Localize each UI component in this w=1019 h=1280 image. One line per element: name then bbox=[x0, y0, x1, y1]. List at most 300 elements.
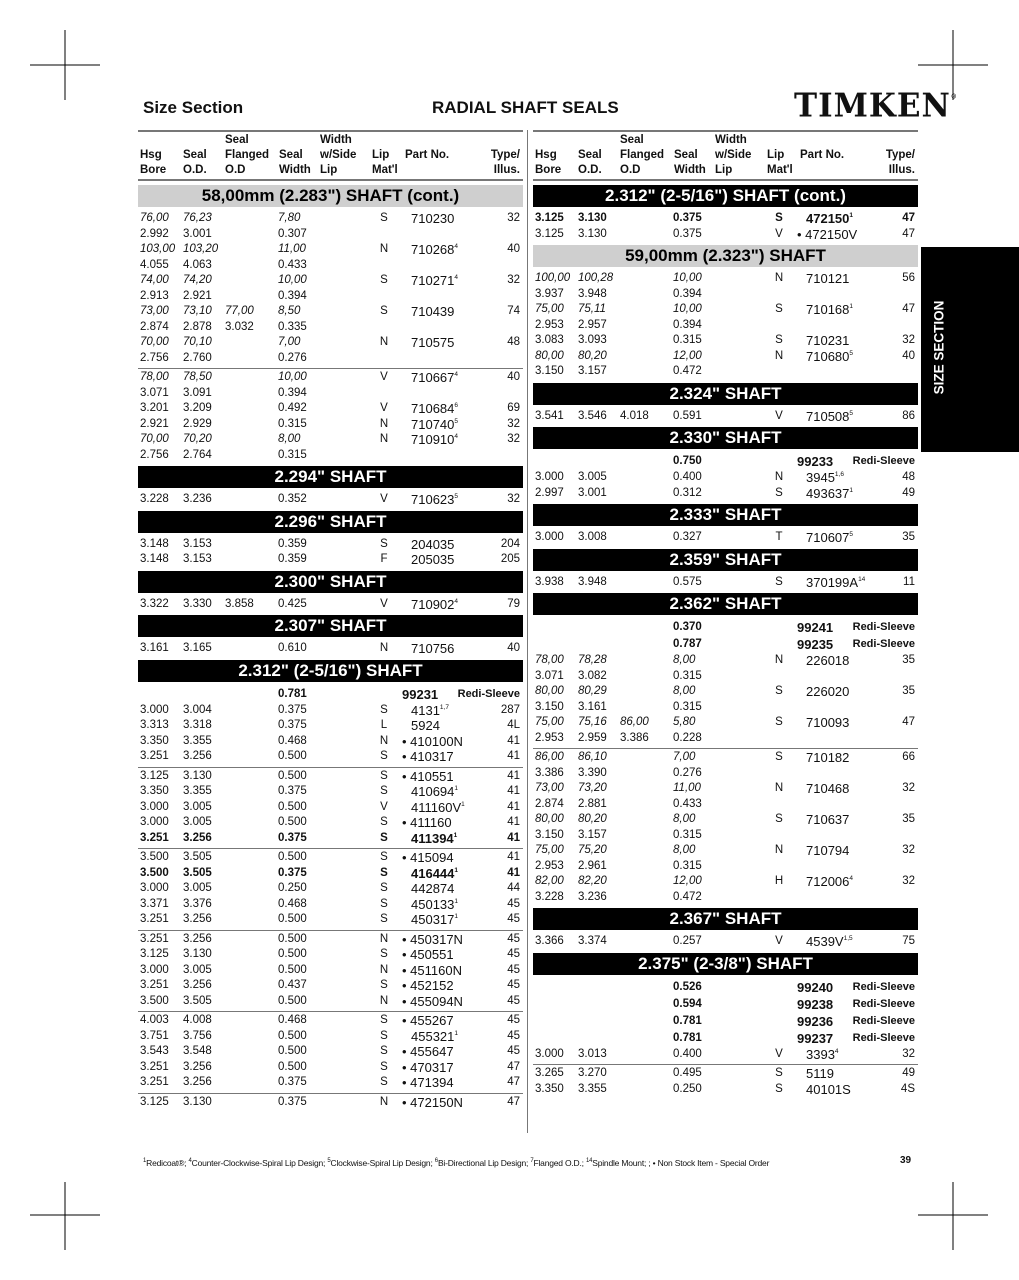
table-row bbox=[138, 963, 523, 979]
seal-width: 0.500 bbox=[278, 816, 307, 828]
footnote-text: Bi-Directional Lip Design; bbox=[437, 1157, 531, 1168]
hsg-bore: 3.228 bbox=[535, 890, 564, 903]
seal-width: 8,50 bbox=[278, 305, 301, 317]
lip-material: N bbox=[379, 336, 389, 348]
lip-material: S bbox=[775, 751, 783, 763]
shaft-size-header: 2.330" SHAFT bbox=[533, 427, 918, 449]
type-illus: 32 bbox=[902, 1047, 915, 1060]
type-illus: 48 bbox=[902, 471, 915, 483]
part-number-text: 493637 bbox=[806, 485, 850, 501]
table-row bbox=[533, 731, 918, 747]
column-header-type: Type/ Illus. bbox=[490, 149, 520, 176]
shaft-size-header: 2.312" (2-5/16") SHAFT (cont.) bbox=[533, 185, 918, 207]
seal-table bbox=[533, 185, 918, 1097]
type-illus: 79 bbox=[507, 597, 520, 610]
seal-width: 0.359 bbox=[278, 553, 307, 565]
column-header-od: Seal O.D. bbox=[183, 149, 207, 176]
type-illus: 4L bbox=[507, 719, 520, 731]
shaft-size-header: 2.375" (2-3/8") SHAFT bbox=[533, 953, 918, 975]
seal-od: 3.130 bbox=[578, 212, 607, 224]
seal-od: 3.256 bbox=[183, 1076, 212, 1088]
part-number bbox=[402, 1044, 454, 1060]
seal-width: 8,00 bbox=[278, 433, 301, 445]
table-row bbox=[533, 766, 918, 782]
seal-od: 3.153 bbox=[183, 553, 212, 565]
hsg-bore: 78,00 bbox=[140, 371, 169, 383]
table-row bbox=[138, 947, 523, 963]
seal-width: 0.375 bbox=[278, 785, 307, 797]
part-number bbox=[402, 401, 458, 417]
seal-od: 3.157 bbox=[578, 828, 607, 841]
part-number bbox=[797, 750, 849, 766]
seal-od: 3.256 bbox=[183, 831, 212, 844]
part-number-text: 205035 bbox=[411, 552, 455, 567]
part-number bbox=[797, 530, 853, 546]
part-number-text: 710468 bbox=[806, 781, 850, 796]
lip-material: T bbox=[775, 531, 783, 543]
part-number bbox=[797, 1013, 833, 1030]
seal-width: 0.400 bbox=[673, 1047, 702, 1060]
seal-od: 2.878 bbox=[183, 320, 212, 333]
footnote-text: Redicoat®; bbox=[146, 1157, 189, 1168]
table-row bbox=[138, 537, 523, 553]
seal-width: 0.468 bbox=[278, 1014, 307, 1026]
footnote-ref: 1 bbox=[849, 212, 854, 219]
table-row bbox=[138, 304, 523, 320]
part-number-text: 710439 bbox=[411, 304, 455, 319]
footnote-ref: 1 bbox=[454, 1029, 459, 1037]
table-row bbox=[533, 890, 918, 906]
table-row bbox=[138, 1093, 523, 1111]
seal-od: 3.005 bbox=[183, 963, 212, 976]
part-number-text: 472150 bbox=[806, 211, 850, 226]
part-number bbox=[402, 850, 454, 866]
part-number bbox=[402, 1075, 454, 1091]
part-number bbox=[402, 932, 463, 948]
column-divider bbox=[527, 130, 528, 1133]
footnote-number: 1 bbox=[143, 1158, 147, 1164]
type-illus: 45 bbox=[507, 913, 520, 925]
footnote-ref: 5 bbox=[849, 349, 854, 357]
lip-material: S bbox=[380, 785, 388, 797]
lip-material: N bbox=[379, 734, 389, 747]
type-illus: 41 bbox=[507, 800, 520, 813]
column-header-part: Part No. bbox=[405, 149, 450, 161]
part-number-text: 710093 bbox=[806, 715, 850, 730]
hsg-bore: 80,00 bbox=[535, 349, 564, 362]
seal-od: 3.005 bbox=[183, 816, 212, 828]
column-headers bbox=[533, 130, 918, 181]
hsg-bore: 80,00 bbox=[535, 685, 564, 697]
part-number bbox=[797, 453, 833, 470]
table-row bbox=[138, 289, 523, 305]
table-row bbox=[138, 1060, 523, 1076]
seal-width: 0.468 bbox=[278, 734, 307, 747]
seal-width: 0.781 bbox=[278, 687, 307, 700]
seal-od: 3.330 bbox=[183, 597, 212, 610]
column-header-flanged: Seal Flanged O.D bbox=[620, 134, 665, 176]
shaft-size-header: 2.294" SHAFT bbox=[138, 466, 523, 488]
part-number-text: 455321 bbox=[411, 1028, 455, 1044]
table-row bbox=[533, 287, 918, 303]
hsg-bore: 3.125 bbox=[140, 1095, 169, 1108]
part-number bbox=[402, 552, 454, 568]
seal-width: 0.375 bbox=[278, 719, 307, 731]
type-illus: 32 bbox=[507, 274, 520, 286]
hsg-bore: 3.071 bbox=[535, 669, 564, 682]
part-number bbox=[402, 703, 449, 719]
seal-width: 0.375 bbox=[673, 212, 702, 224]
seal-od: 3.948 bbox=[578, 287, 607, 300]
seal-od: 70,10 bbox=[183, 336, 212, 348]
footnote-ref: 1 bbox=[849, 303, 854, 310]
hsg-bore: 3.000 bbox=[535, 531, 564, 543]
type-illus: 47 bbox=[902, 227, 915, 240]
part-number-text: 710680 bbox=[806, 348, 850, 364]
seal-od: 3.505 bbox=[183, 994, 212, 1007]
hsg-bore: 3.000 bbox=[140, 816, 169, 828]
footnote-number: 7 bbox=[530, 1158, 534, 1164]
hsg-bore: 3.251 bbox=[140, 1076, 169, 1088]
type-illus: 41 bbox=[507, 734, 520, 747]
seal-width: 0.433 bbox=[278, 258, 307, 271]
type-illus: 41 bbox=[507, 851, 520, 863]
table-row bbox=[533, 409, 918, 425]
seal-width: 0.375 bbox=[278, 831, 307, 844]
seal-width: 0.500 bbox=[278, 1045, 307, 1057]
type-illus: 49 bbox=[902, 486, 915, 499]
hsg-bore: 103,00 bbox=[140, 243, 176, 255]
table-row bbox=[533, 781, 918, 797]
seal-od: 3.001 bbox=[578, 486, 607, 499]
type-illus: 75 bbox=[902, 935, 915, 947]
table-row bbox=[533, 211, 918, 227]
part-number bbox=[797, 575, 865, 591]
part-number bbox=[797, 715, 849, 731]
hsg-bore: 3.251 bbox=[140, 913, 169, 925]
part-number-text: 226020 bbox=[806, 684, 850, 699]
footnote-ref: 4 bbox=[834, 1047, 839, 1055]
seal-od: 3.004 bbox=[183, 703, 212, 716]
seal-od: 3.374 bbox=[578, 935, 607, 947]
lip-material: S bbox=[775, 813, 783, 825]
table-row bbox=[533, 996, 918, 1013]
type-illus: 45 bbox=[507, 897, 520, 910]
table-row bbox=[138, 401, 523, 417]
type-illus: 32 bbox=[902, 844, 915, 856]
seal-width: 8,00 bbox=[673, 813, 696, 825]
part-number-text: • 472150V bbox=[797, 226, 858, 242]
type-illus: 41 bbox=[507, 769, 520, 782]
seal-od: 3.256 bbox=[183, 913, 212, 925]
shaft-size-header: 2.300" SHAFT bbox=[138, 571, 523, 593]
seal-width: 0.375 bbox=[278, 866, 307, 879]
hsg-bore: 3.125 bbox=[140, 769, 169, 782]
hsg-bore: 86,00 bbox=[535, 751, 564, 763]
seal-width: 0.315 bbox=[673, 859, 702, 872]
part-number bbox=[402, 947, 454, 963]
flanged-od: 77,00 bbox=[225, 305, 254, 317]
hsg-bore: 75,00 bbox=[535, 844, 564, 856]
seal-od: 80,29 bbox=[578, 685, 607, 697]
table-row bbox=[138, 912, 523, 928]
part-number-text: 710182 bbox=[806, 750, 850, 765]
hsg-bore: 73,00 bbox=[140, 305, 169, 317]
lip-material: N bbox=[774, 349, 784, 362]
footnote-ref: 1 bbox=[454, 866, 459, 874]
part-number-text: • 415094 bbox=[402, 850, 454, 865]
seal-od: 82,20 bbox=[578, 875, 607, 887]
hsg-bore: 3.201 bbox=[140, 402, 169, 414]
hsg-bore: 3.150 bbox=[535, 828, 564, 841]
seal-width: 0.228 bbox=[673, 731, 702, 744]
seal-od: 2.881 bbox=[578, 797, 607, 810]
part-number-text: 99238 bbox=[797, 996, 834, 1012]
hsg-bore: 2.913 bbox=[140, 289, 169, 302]
lip-material: N bbox=[774, 844, 784, 856]
type-illus: 4S bbox=[900, 1082, 915, 1095]
hsg-bore: 3.541 bbox=[535, 409, 564, 422]
seal-width: 0.500 bbox=[278, 963, 307, 976]
table-row bbox=[533, 669, 918, 685]
lip-material: S bbox=[775, 486, 783, 499]
lip-material: V bbox=[775, 409, 783, 422]
seal-width: 7,80 bbox=[278, 212, 301, 224]
table-row bbox=[138, 800, 523, 816]
table-row bbox=[533, 302, 918, 318]
type-illus: 41 bbox=[507, 750, 520, 762]
seal-width: 0.375 bbox=[278, 1095, 307, 1108]
seal-width: 0.315 bbox=[278, 417, 307, 430]
table-row bbox=[138, 881, 523, 897]
table-row bbox=[533, 453, 918, 470]
part-number bbox=[797, 486, 853, 502]
type-illus: 32 bbox=[902, 782, 915, 794]
part-number-text: • 411160 bbox=[402, 815, 452, 830]
lip-material: N bbox=[379, 433, 389, 445]
seal-width: 0.750 bbox=[673, 455, 702, 467]
part-number-text: 4131 bbox=[411, 702, 440, 718]
seal-od: 4.063 bbox=[183, 258, 212, 271]
seal-width: 0.500 bbox=[278, 750, 307, 762]
hsg-bore: 3.937 bbox=[535, 287, 564, 300]
hsg-bore: 82,00 bbox=[535, 875, 564, 887]
table-row bbox=[138, 1075, 523, 1091]
hsg-bore: 2.874 bbox=[140, 320, 169, 333]
seal-width: 0.335 bbox=[278, 320, 307, 333]
type-illus: 204 bbox=[500, 537, 520, 550]
type-illus: 45 bbox=[507, 1029, 520, 1042]
seal-od: 3.157 bbox=[578, 365, 607, 377]
type-illus: 205 bbox=[500, 553, 520, 565]
type-illus: Redi-Sleeve bbox=[852, 1014, 915, 1027]
lip-material: S bbox=[380, 703, 388, 716]
lip-material: S bbox=[380, 537, 388, 550]
table-row bbox=[138, 351, 523, 367]
hsg-bore: 3.228 bbox=[140, 493, 169, 505]
table-row bbox=[138, 930, 523, 948]
type-illus: 48 bbox=[507, 336, 520, 348]
seal-od: 3.256 bbox=[183, 932, 212, 945]
part-number bbox=[402, 784, 458, 800]
seal-od: 75,20 bbox=[578, 844, 607, 856]
seal-width: 0.495 bbox=[673, 1067, 702, 1079]
type-illus: 45 bbox=[507, 1045, 520, 1057]
type-illus: 287 bbox=[500, 703, 520, 716]
hsg-bore: 76,00 bbox=[140, 212, 169, 224]
type-illus: 47 bbox=[902, 212, 915, 224]
table-row bbox=[533, 1047, 918, 1063]
seal-od: 3.505 bbox=[183, 851, 212, 863]
part-number bbox=[402, 734, 463, 750]
hsg-bore: 3.150 bbox=[535, 700, 564, 713]
hsg-bore: 70,00 bbox=[140, 336, 169, 348]
type-illus: 41 bbox=[507, 866, 520, 879]
part-number-text: 710756 bbox=[411, 641, 455, 656]
table-row bbox=[533, 843, 918, 859]
part-number-text: 99233 bbox=[797, 454, 834, 469]
part-number-text: 99240 bbox=[797, 979, 834, 995]
flanged-od: 3.386 bbox=[620, 731, 649, 744]
type-illus: 32 bbox=[507, 433, 520, 445]
lip-material: N bbox=[774, 471, 784, 483]
part-number-text: • 410100N bbox=[402, 733, 463, 749]
hsg-bore: 3.125 bbox=[140, 948, 169, 960]
lip-material: N bbox=[379, 994, 389, 1007]
lip-material: V bbox=[380, 597, 388, 610]
part-number-text: 710575 bbox=[411, 335, 455, 350]
part-number-text: 370199A bbox=[806, 574, 859, 590]
part-number bbox=[797, 1030, 833, 1047]
part-number bbox=[402, 718, 440, 734]
part-number-text: 450317 bbox=[411, 912, 455, 927]
seal-width: 0.312 bbox=[673, 486, 702, 499]
lip-material: V bbox=[380, 800, 388, 813]
type-illus: 66 bbox=[902, 751, 915, 763]
shaft-size-header: 2.333" SHAFT bbox=[533, 504, 918, 526]
lip-material: N bbox=[379, 1095, 389, 1108]
type-illus: 44 bbox=[507, 882, 520, 894]
hsg-bore: 3.148 bbox=[140, 537, 169, 550]
seal-od: 78,28 bbox=[578, 654, 607, 666]
part-number bbox=[797, 812, 849, 828]
type-illus: Redi-Sleeve bbox=[852, 1031, 915, 1044]
footnote-ref: 1 bbox=[453, 831, 458, 839]
part-number-text: 5924 bbox=[411, 718, 440, 733]
seal-od: 3.256 bbox=[183, 979, 212, 991]
footnote-ref: 5 bbox=[454, 417, 459, 425]
seal-width: 8,00 bbox=[673, 654, 696, 666]
part-number-text: • 450317N bbox=[402, 931, 463, 947]
flanged-od: 3.858 bbox=[225, 597, 254, 610]
part-number bbox=[797, 934, 853, 950]
part-number bbox=[402, 912, 458, 928]
footnote-number: 4 bbox=[188, 1158, 192, 1164]
type-illus: 49 bbox=[902, 1067, 915, 1079]
table-row bbox=[138, 258, 523, 274]
seal-od: 3.270 bbox=[578, 1067, 607, 1079]
part-number bbox=[402, 211, 454, 227]
footnote-ref: 4 bbox=[454, 274, 459, 281]
type-illus: 45 bbox=[507, 994, 520, 1007]
part-number bbox=[402, 417, 458, 433]
part-number-text: 710271 bbox=[411, 273, 455, 288]
part-number bbox=[402, 866, 458, 882]
footnote-text: Spindle Mount; ; • Non Stock Item - Special Order bbox=[592, 1157, 770, 1168]
part-number-text: 416444 bbox=[411, 865, 455, 881]
table-row bbox=[138, 831, 523, 847]
part-number bbox=[402, 978, 454, 994]
part-number-text: • 410551 bbox=[402, 768, 454, 784]
footnote-ref: 4 bbox=[454, 371, 459, 378]
table-row bbox=[138, 597, 523, 613]
seal-width: 0.394 bbox=[673, 318, 702, 331]
table-row bbox=[533, 470, 918, 486]
seal-width: 0.472 bbox=[673, 365, 702, 377]
part-number bbox=[797, 636, 833, 653]
lip-material: S bbox=[380, 816, 388, 828]
seal-width: 0.370 bbox=[673, 621, 702, 633]
table-row bbox=[533, 653, 918, 669]
seal-width: 0.433 bbox=[673, 797, 702, 810]
part-number bbox=[797, 211, 853, 227]
footnote-ref: 1 bbox=[454, 913, 459, 920]
seal-od: 2.764 bbox=[183, 448, 212, 461]
table-row bbox=[138, 815, 523, 831]
seal-od: 3.236 bbox=[183, 493, 212, 505]
table-row bbox=[138, 448, 523, 464]
part-number bbox=[402, 242, 458, 258]
footnote-ref: 1 bbox=[454, 897, 459, 905]
part-number bbox=[797, 333, 849, 349]
seal-od: 73,10 bbox=[183, 305, 212, 317]
table-row bbox=[138, 734, 523, 750]
seal-width: 0.591 bbox=[673, 409, 702, 422]
seal-width: 7,00 bbox=[673, 751, 696, 763]
table-row bbox=[533, 271, 918, 287]
part-number bbox=[402, 641, 454, 657]
seal-od: 100,28 bbox=[578, 272, 614, 284]
flanged-od: 86,00 bbox=[620, 716, 649, 728]
part-number bbox=[797, 349, 853, 365]
part-number-text: 710231 bbox=[806, 333, 850, 348]
lip-material: S bbox=[775, 575, 783, 588]
hsg-bore: 3.371 bbox=[140, 897, 169, 910]
part-number-text: 710168 bbox=[806, 302, 850, 317]
footnote-ref: 6 bbox=[454, 402, 459, 409]
part-number bbox=[402, 1029, 458, 1045]
part-number bbox=[797, 653, 849, 669]
seal-od: 3.005 bbox=[578, 471, 607, 483]
seal-od: 3.209 bbox=[183, 402, 212, 414]
seal-width: 0.307 bbox=[278, 227, 307, 240]
lip-material: S bbox=[380, 1060, 388, 1073]
seal-width: 0.375 bbox=[673, 227, 702, 240]
hsg-bore: 4.003 bbox=[140, 1014, 169, 1026]
page-title: RADIAL SHAFT SEALS bbox=[432, 98, 619, 117]
seal-od: 3.548 bbox=[183, 1045, 212, 1057]
part-number-text: 710508 bbox=[806, 408, 850, 424]
seal-od: 2.961 bbox=[578, 859, 607, 872]
seal-width: 0.437 bbox=[278, 979, 307, 991]
seal-od: 103,20 bbox=[183, 243, 219, 255]
part-number-text: 3393 bbox=[806, 1046, 835, 1062]
part-number-text: 411160V bbox=[411, 799, 462, 815]
part-number-text: 99231 bbox=[402, 686, 439, 702]
part-number bbox=[797, 843, 849, 859]
table-row bbox=[533, 333, 918, 349]
shaft-size-header: 2.359" SHAFT bbox=[533, 549, 918, 571]
